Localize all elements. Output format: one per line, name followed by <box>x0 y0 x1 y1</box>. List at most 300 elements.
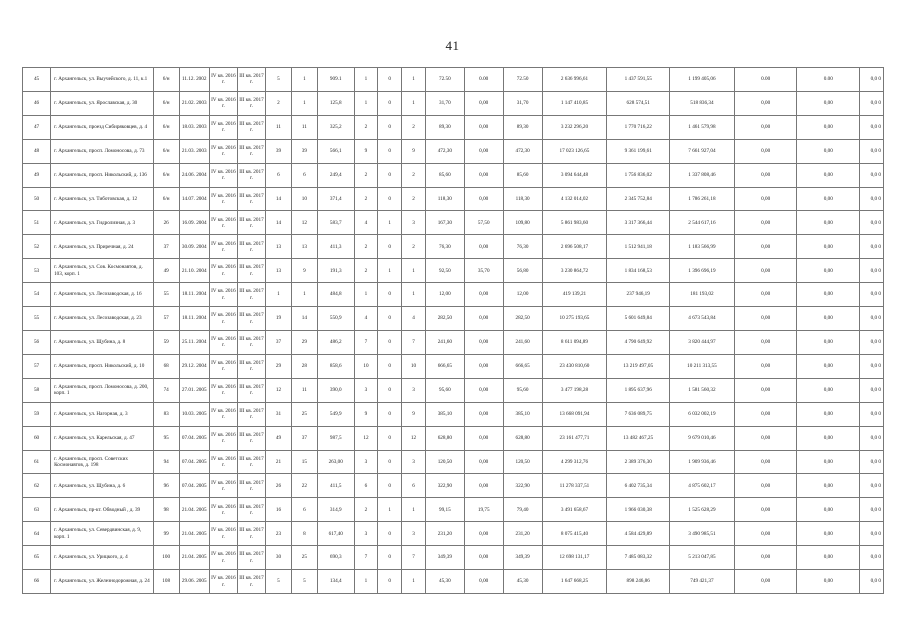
cost-region-cell: 10 211 313,55 <box>670 354 735 378</box>
cost-fund-cell: 13 219 497,05 <box>607 354 670 378</box>
area-total-cell: 76,30 <box>425 235 464 259</box>
cost-city-cell: 0,00 <box>734 115 797 139</box>
area-municipal-cell: 79,40 <box>503 498 542 522</box>
people-count-cell: 23 <box>266 522 292 546</box>
people-count-cell: 31 <box>266 402 292 426</box>
area-cell: 263,00 <box>317 450 354 474</box>
row-number: 64 <box>23 522 51 546</box>
cost-other-cell: 0,00 <box>797 283 860 307</box>
address-cell: г. Архангельск, просп. Ломоносова, д. 200, корп. 1 <box>51 378 154 402</box>
relocation-date-cell: III кв. 2017 г. <box>237 307 265 331</box>
last-cell: 0,0 0 <box>860 354 884 378</box>
table-row <box>23 91 884 115</box>
cost-other-cell: 0,00 <box>797 522 860 546</box>
row-number: 53 <box>23 259 51 283</box>
cost-city-cell: 0,00 <box>734 259 797 283</box>
area-total-cell: 120,50 <box>425 450 464 474</box>
rooms-count-cell: 10 <box>291 187 317 211</box>
area-private-cell: 0,00 <box>464 402 503 426</box>
count-private-cell: 0 <box>378 570 402 594</box>
address-cell: г. Архангельск, ул. Нагорная, д. 3 <box>51 402 154 426</box>
people-count-cell: 6 <box>266 163 292 187</box>
area-total-cell: 385,10 <box>425 402 464 426</box>
table-row <box>23 187 884 211</box>
row-number: 63 <box>23 498 51 522</box>
count-private-cell: 0 <box>378 139 402 163</box>
cost-city-cell: 0,00 <box>734 163 797 187</box>
cost-region-cell: 518 836,34 <box>670 91 735 115</box>
people-count-cell: 5 <box>266 68 292 92</box>
series-cell: 94 <box>153 450 179 474</box>
rooms-count-cell: 25 <box>291 546 317 570</box>
people-count-cell: 26 <box>266 474 292 498</box>
count-total-cell: 9 <box>354 402 378 426</box>
area-total-cell: 322,90 <box>425 474 464 498</box>
area-total-cell: 31,70 <box>425 91 464 115</box>
recognized-date-cell: IV кв. 2016 г. <box>209 235 237 259</box>
area-cell: 909.1 <box>317 68 354 92</box>
area-municipal-cell: 31,70 <box>503 91 542 115</box>
people-count-cell: 21 <box>266 450 292 474</box>
cost-city-cell: 0,00 <box>734 378 797 402</box>
rooms-count-cell: 5 <box>291 570 317 594</box>
series-cell: 6/н <box>153 139 179 163</box>
people-count-cell: 14 <box>266 211 292 235</box>
table-row <box>23 211 884 235</box>
relocation-date-cell: III кв. 2017 г. <box>237 187 265 211</box>
commissioned-date-cell: 18.11. 2004 <box>179 307 209 331</box>
cost-region-cell: 181 193,02 <box>670 283 735 307</box>
cost-region-cell: 2 544 617,16 <box>670 211 735 235</box>
area-private-cell: 0,00 <box>464 235 503 259</box>
rooms-count-cell: 8 <box>291 522 317 546</box>
count-total-cell: 2 <box>354 498 378 522</box>
count-total-cell: 7 <box>354 330 378 354</box>
area-private-cell: 57,50 <box>464 211 503 235</box>
cost-fund-cell: 1 966 030,38 <box>607 498 670 522</box>
cost-fund-cell: 237 946,19 <box>607 283 670 307</box>
cost-total-cell: 3 477 198,28 <box>542 378 607 402</box>
address-cell: г. Архангельск, ул. Выучейского, д. 11, к.1 <box>51 68 154 92</box>
last-cell: 0,0 0 <box>860 498 884 522</box>
count-private-cell: 0 <box>378 68 402 92</box>
area-total-cell: 666,65 <box>425 354 464 378</box>
relocation-date-cell: III кв. 2017 г. <box>237 498 265 522</box>
cost-region-cell: 1 337 808,46 <box>670 163 735 187</box>
area-total-cell: 349,39 <box>425 546 464 570</box>
cost-region-cell: 4 673 543,84 <box>670 307 735 331</box>
people-count-cell: 19 <box>266 307 292 331</box>
cost-region-cell: 7 661 927,04 <box>670 139 735 163</box>
last-cell: 0,0 0 <box>860 330 884 354</box>
relocation-date-cell: III кв. 2017 г. <box>237 402 265 426</box>
cost-total-cell: 23 430 810,60 <box>542 354 607 378</box>
area-private-cell: 0,00 <box>464 283 503 307</box>
count-municipal-cell: 1 <box>402 498 426 522</box>
row-number: 62 <box>23 474 51 498</box>
cost-fund-cell: 1 756 836,02 <box>607 163 670 187</box>
cost-total-cell: 4 132 014,02 <box>542 187 607 211</box>
cost-other-cell: 0,00 <box>797 450 860 474</box>
commissioned-date-cell: 30.09. 2004 <box>179 235 209 259</box>
cost-city-cell: 0.00 <box>734 68 797 92</box>
rooms-count-cell: 15 <box>291 450 317 474</box>
commissioned-date-cell: 27.01. 2005 <box>179 378 209 402</box>
commissioned-date-cell: 21.10. 2004 <box>179 259 209 283</box>
area-total-cell: 85,60 <box>425 163 464 187</box>
row-number: 46 <box>23 91 51 115</box>
series-cell: 95 <box>153 426 179 450</box>
series-cell: 26 <box>153 211 179 235</box>
last-cell: 0,0 0 <box>860 307 884 331</box>
count-municipal-cell: 7 <box>402 330 426 354</box>
cost-region-cell: 1 183 566,99 <box>670 235 735 259</box>
area-private-cell: 19,75 <box>464 498 503 522</box>
row-number: 47 <box>23 115 51 139</box>
count-municipal-cell: 2 <box>402 163 426 187</box>
cost-total-cell: 23 161 477,71 <box>542 426 607 450</box>
series-cell: 49 <box>153 259 179 283</box>
series-cell: 6/н <box>153 187 179 211</box>
row-number: 54 <box>23 283 51 307</box>
area-total-cell: 628,80 <box>425 426 464 450</box>
cost-fund-cell: 628 574,51 <box>607 91 670 115</box>
recognized-date-cell: IV кв. 2016 г. <box>209 139 237 163</box>
cost-other-cell: 0.00 <box>797 68 860 92</box>
series-cell: 99 <box>153 522 179 546</box>
last-cell: 0,0 0 <box>860 139 884 163</box>
cost-other-cell: 0,00 <box>797 546 860 570</box>
recognized-date-cell: IV кв. 2016 г. <box>209 450 237 474</box>
series-cell: 55 <box>153 283 179 307</box>
area-municipal-cell: 89,30 <box>503 115 542 139</box>
last-cell: 0,0 0 <box>860 91 884 115</box>
area-municipal-cell: 56,80 <box>503 259 542 283</box>
count-total-cell: 2 <box>354 163 378 187</box>
cost-fund-cell: 6 402 735,34 <box>607 474 670 498</box>
count-private-cell: 0 <box>378 235 402 259</box>
count-private-cell: 0 <box>378 283 402 307</box>
area-private-cell: 0.00 <box>464 68 503 92</box>
rooms-count-cell: 39 <box>291 139 317 163</box>
area-total-cell: 118,30 <box>425 187 464 211</box>
address-cell: г. Архангельск, ул. Приречная, д. 24 <box>51 235 154 259</box>
cost-other-cell: 0,00 <box>797 259 860 283</box>
count-private-cell: 1 <box>378 498 402 522</box>
cost-fund-cell: 1 512 941,18 <box>607 235 670 259</box>
recognized-date-cell: IV кв. 2016 г. <box>209 307 237 331</box>
cost-city-cell: 0,00 <box>734 211 797 235</box>
cost-region-cell: 1 581 560,32 <box>670 378 735 402</box>
count-total-cell: 12 <box>354 426 378 450</box>
address-cell: г. Архангельск, ул. Тиботовская, д. 12 <box>51 187 154 211</box>
address-cell: г. Архангельск, ул. Севердвинская, д. 9, корп. 1 <box>51 522 154 546</box>
cost-city-cell: 0,00 <box>734 570 797 594</box>
count-private-cell: 0 <box>378 474 402 498</box>
cost-city-cell: 0,00 <box>734 307 797 331</box>
row-number: 52 <box>23 235 51 259</box>
cost-total-cell: 3 232 296,20 <box>542 115 607 139</box>
area-total-cell: 95,60 <box>425 378 464 402</box>
last-cell: 0,0 0 <box>860 283 884 307</box>
count-municipal-cell: 10 <box>402 354 426 378</box>
area-cell: 858,6 <box>317 354 354 378</box>
recognized-date-cell: IV кв. 2016 г. <box>209 474 237 498</box>
address-cell: г. Архангельск, ул. Лесозаводская, д. 16 <box>51 283 154 307</box>
cost-fund-cell: 2 345 752,84 <box>607 187 670 211</box>
cost-other-cell: 0,00 <box>797 570 860 594</box>
rooms-count-cell: 11 <box>291 115 317 139</box>
cost-total-cell: 419 139,21 <box>542 283 607 307</box>
area-municipal-cell: 349,39 <box>503 546 542 570</box>
table-row <box>23 330 884 354</box>
count-municipal-cell: 2 <box>402 235 426 259</box>
count-total-cell: 3 <box>354 522 378 546</box>
cost-region-cell: 1 199 405,06 <box>670 68 735 92</box>
area-cell: 314,9 <box>317 498 354 522</box>
commissioned-date-cell: 29.06. 2005 <box>179 570 209 594</box>
cost-total-cell: 17 023 126,65 <box>542 139 607 163</box>
table-row <box>23 163 884 187</box>
cost-fund-cell: 9 361 199,61 <box>607 139 670 163</box>
commissioned-date-cell: 18.11. 2004 <box>179 283 209 307</box>
commissioned-date-cell: 29.12. 2004 <box>179 354 209 378</box>
commissioned-date-cell: 21.04. 2005 <box>179 498 209 522</box>
area-total-cell: 231,20 <box>425 522 464 546</box>
area-cell: 134,4 <box>317 570 354 594</box>
table-body <box>23 68 884 594</box>
recognized-date-cell: IV кв. 2016 г. <box>209 546 237 570</box>
table-row <box>23 235 884 259</box>
row-number: 65 <box>23 546 51 570</box>
relocation-date-cell: III кв. 2017 г. <box>237 354 265 378</box>
area-cell: 690,3 <box>317 546 354 570</box>
address-cell: г. Архангельск, ул. Щубина, д. 6 <box>51 474 154 498</box>
relocation-date-cell: III кв. 2017 г. <box>237 570 265 594</box>
cost-city-cell: 0,00 <box>734 139 797 163</box>
last-cell: 0,0 0 <box>860 259 884 283</box>
area-total-cell: 89,30 <box>425 115 464 139</box>
last-cell: 0,0 0 <box>860 68 884 92</box>
cost-city-cell: 0,00 <box>734 546 797 570</box>
commissioned-date-cell: 07.04. 2005 <box>179 450 209 474</box>
area-municipal-cell: 95,60 <box>503 378 542 402</box>
last-cell: 0,0 0 <box>860 402 884 426</box>
count-municipal-cell: 3 <box>402 522 426 546</box>
table-row <box>23 283 884 307</box>
cost-other-cell: 0,00 <box>797 307 860 331</box>
cost-total-cell: 10 275 193,65 <box>542 307 607 331</box>
area-municipal-cell: 109,80 <box>503 211 542 235</box>
cost-fund-cell: 1 834 168,53 <box>607 259 670 283</box>
count-private-cell: 0 <box>378 546 402 570</box>
area-total-cell: 241,60 <box>425 330 464 354</box>
cost-city-cell: 0,00 <box>734 522 797 546</box>
count-total-cell: 1 <box>354 570 378 594</box>
recognized-date-cell: IV кв. 2016 г. <box>209 402 237 426</box>
area-private-cell: 0,00 <box>464 187 503 211</box>
series-cell: 37 <box>153 235 179 259</box>
cost-fund-cell: 1 895 637,96 <box>607 378 670 402</box>
count-private-cell: 1 <box>378 211 402 235</box>
count-municipal-cell: 4 <box>402 307 426 331</box>
last-cell: 0,0 0 <box>860 163 884 187</box>
commissioned-date-cell: 07.04. 2005 <box>179 426 209 450</box>
table-row <box>23 450 884 474</box>
recognized-date-cell: IV кв. 2016 г. <box>209 570 237 594</box>
last-cell: 0,0 0 <box>860 546 884 570</box>
rooms-count-cell: 9 <box>291 259 317 283</box>
recognized-date-cell: IV кв. 2016 г. <box>209 498 237 522</box>
commissioned-date-cell: 11.12. 2002 <box>179 68 209 92</box>
relocation-date-cell: III кв. 2017 г. <box>237 259 265 283</box>
count-total-cell: 2 <box>354 187 378 211</box>
relocation-date-cell: III кв. 2017 г. <box>237 546 265 570</box>
cost-fund-cell: 5 601 649,84 <box>607 307 670 331</box>
series-cell: 6/н <box>153 163 179 187</box>
rooms-count-cell: 1 <box>291 91 317 115</box>
area-municipal-cell: 628,80 <box>503 426 542 450</box>
cost-other-cell: 0,00 <box>797 163 860 187</box>
count-total-cell: 4 <box>354 307 378 331</box>
area-cell: 486,2 <box>317 330 354 354</box>
address-cell: г. Архангельск, ул. Сов. Космонавтов, д. 103, корп. 1 <box>51 259 154 283</box>
row-number: 58 <box>23 378 51 402</box>
cost-city-cell: 0,00 <box>734 283 797 307</box>
recognized-date-cell: IV кв. 2016 г. <box>209 115 237 139</box>
cost-city-cell: 0,00 <box>734 91 797 115</box>
count-total-cell: 6 <box>354 474 378 498</box>
cost-city-cell: 0,00 <box>734 426 797 450</box>
commissioned-date-cell: 18.03. 2003 <box>179 115 209 139</box>
relocation-date-cell: III кв. 2017 г. <box>237 450 265 474</box>
count-total-cell: 1 <box>354 68 378 92</box>
area-cell: 325,2 <box>317 115 354 139</box>
commissioned-date-cell: 16.09. 2004 <box>179 211 209 235</box>
count-municipal-cell: 1 <box>402 283 426 307</box>
area-cell: 411,5 <box>317 474 354 498</box>
cost-city-cell: 0,00 <box>734 330 797 354</box>
cost-region-cell: 1 909 936,46 <box>670 450 735 474</box>
relocation-date-cell: III кв. 2017 г. <box>237 283 265 307</box>
cost-fund-cell: 3 317 366,44 <box>607 211 670 235</box>
count-total-cell: 9 <box>354 139 378 163</box>
recognized-date-cell: IV кв. 2016 г. <box>209 211 237 235</box>
table-row <box>23 307 884 331</box>
cost-total-cell: 3 230 864,72 <box>542 259 607 283</box>
cost-other-cell: 0,00 <box>797 91 860 115</box>
people-count-cell: 1 <box>266 283 292 307</box>
rooms-count-cell: 6 <box>291 498 317 522</box>
last-cell: 0,0 0 <box>860 570 884 594</box>
commissioned-date-cell: 24.06. 2004 <box>179 163 209 187</box>
cost-region-cell: 1 396 696,19 <box>670 259 735 283</box>
people-count-cell: 16 <box>266 498 292 522</box>
cost-region-cell: 1 525 628,29 <box>670 498 735 522</box>
people-count-cell: 12 <box>266 378 292 402</box>
last-cell: 0,0 0 <box>860 187 884 211</box>
cost-fund-cell: 898 246,86 <box>607 570 670 594</box>
area-cell: 249,4 <box>317 163 354 187</box>
count-total-cell: 4 <box>354 211 378 235</box>
address-cell: г. Архангельск, ул. Железнодорожная, д. 24 <box>51 570 154 594</box>
people-count-cell: 29 <box>266 354 292 378</box>
area-municipal-cell: 45,30 <box>503 570 542 594</box>
count-private-cell: 0 <box>378 354 402 378</box>
cost-other-cell: 0,00 <box>797 426 860 450</box>
table-row <box>23 378 884 402</box>
area-cell: 987,5 <box>317 426 354 450</box>
table-row <box>23 259 884 283</box>
cost-other-cell: 0,00 <box>797 211 860 235</box>
cost-region-cell: 9 679 010,46 <box>670 426 735 450</box>
cost-other-cell: 0,00 <box>797 498 860 522</box>
table-row <box>23 115 884 139</box>
address-cell: г. Архангельск, ул. Ярославская, д. 30 <box>51 91 154 115</box>
recognized-date-cell: IV кв. 2016 г. <box>209 330 237 354</box>
count-private-cell: 0 <box>378 187 402 211</box>
cost-other-cell: 0,00 <box>797 354 860 378</box>
cost-total-cell: 12 698 131,17 <box>542 546 607 570</box>
rooms-count-cell: 25 <box>291 402 317 426</box>
area-private-cell: 0,00 <box>464 546 503 570</box>
relocation-date-cell: III кв. 2017 г. <box>237 115 265 139</box>
area-municipal-cell: 666,65 <box>503 354 542 378</box>
area-total-cell: 282,50 <box>425 307 464 331</box>
cost-total-cell: 4 299 312,76 <box>542 450 607 474</box>
count-private-cell: 0 <box>378 402 402 426</box>
count-private-cell: 0 <box>378 330 402 354</box>
row-number: 55 <box>23 307 51 331</box>
row-number: 51 <box>23 211 51 235</box>
count-total-cell: 2 <box>354 115 378 139</box>
cost-city-cell: 0,00 <box>734 354 797 378</box>
relocation-date-cell: III кв. 2017 г. <box>237 211 265 235</box>
series-cell: 100 <box>153 546 179 570</box>
cost-total-cell: 8 075 415,40 <box>542 522 607 546</box>
address-cell: г. Архангельск, ул. Карельская, д. 47 <box>51 426 154 450</box>
last-cell: 0,0 0 <box>860 474 884 498</box>
area-municipal-cell: 118,30 <box>503 187 542 211</box>
cost-fund-cell: 13 482 467,25 <box>607 426 670 450</box>
rooms-count-cell: 22 <box>291 474 317 498</box>
area-private-cell: 35,70 <box>464 259 503 283</box>
cost-city-cell: 0,00 <box>734 474 797 498</box>
commissioned-date-cell: 14.07. 2004 <box>179 187 209 211</box>
count-private-cell: 0 <box>378 91 402 115</box>
area-cell: 550,9 <box>317 307 354 331</box>
people-count-cell: 14 <box>266 187 292 211</box>
table-row <box>23 522 884 546</box>
row-number: 57 <box>23 354 51 378</box>
cost-total-cell: 3 094 644,48 <box>542 163 607 187</box>
cost-region-cell: 749 421,37 <box>670 570 735 594</box>
cost-region-cell: 6 032 002,19 <box>670 402 735 426</box>
area-cell: 617,40 <box>317 522 354 546</box>
area-total-cell: 167,30 <box>425 211 464 235</box>
area-municipal-cell: 282,50 <box>503 307 542 331</box>
count-municipal-cell: 1 <box>402 259 426 283</box>
table-row <box>23 68 884 92</box>
area-total-cell: 12,00 <box>425 283 464 307</box>
address-cell: г. Архангельск, проезд Сибиряковцев, д. 4 <box>51 115 154 139</box>
area-private-cell: 0,00 <box>464 522 503 546</box>
count-municipal-cell: 7 <box>402 546 426 570</box>
area-municipal-cell: 241,60 <box>503 330 542 354</box>
last-cell: 0,0 0 <box>860 378 884 402</box>
people-count-cell: 30 <box>266 546 292 570</box>
commissioned-date-cell: 21.02. 2003 <box>179 91 209 115</box>
